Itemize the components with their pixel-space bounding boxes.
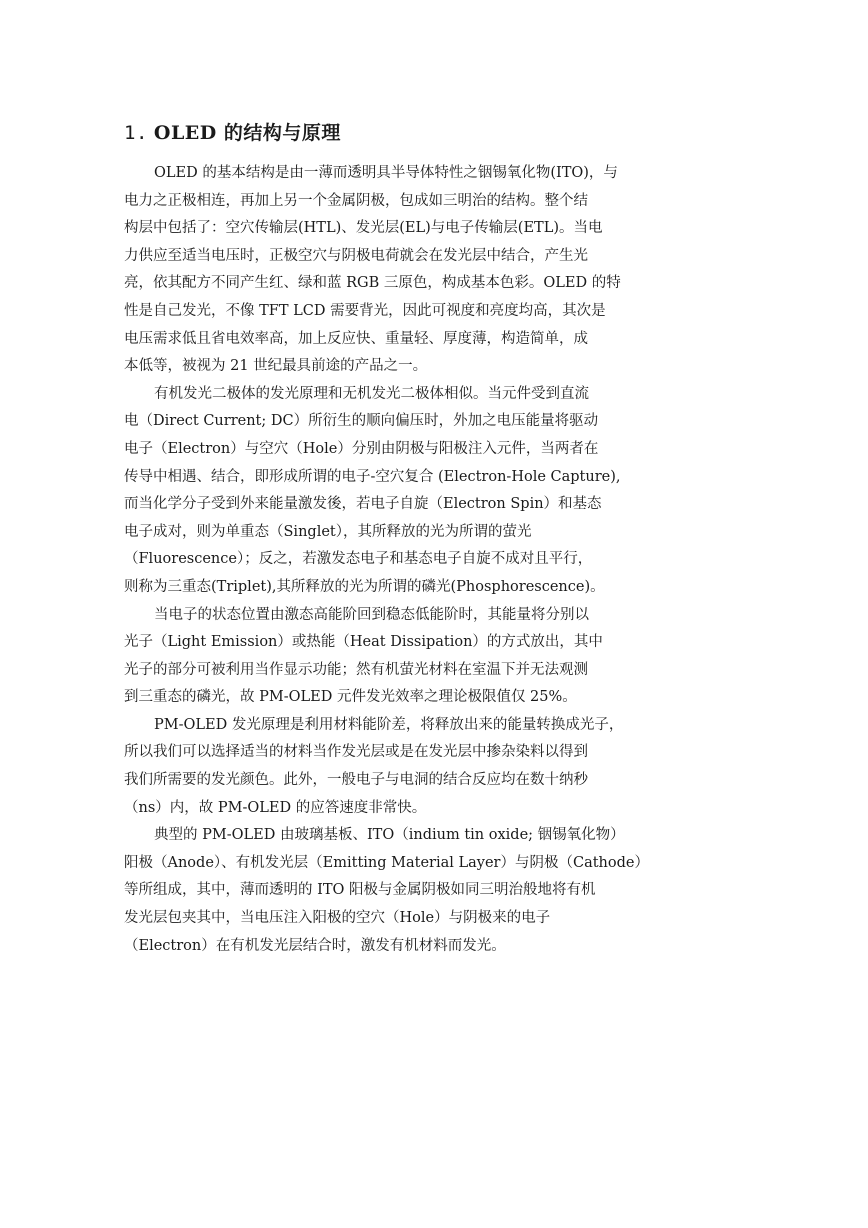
text-line: 电子（Electron）与空穴（Hole）分别由阴极与阳极注入元件，当两者在 <box>124 440 599 457</box>
text-line: 电（Direct Current; DC）所衍生的顺向偏压时，外加之电压能量将驱动 <box>124 413 599 430</box>
text-line: 有机发光二极体的发光原理和无机发光二极体相似。当元件受到直流 <box>154 385 589 402</box>
section-title: OLED 的结构与原理 <box>153 122 341 144</box>
text-line: （Fluorescence）；反之，若激发态电子和基态电子自旋不成对且平行， <box>124 551 593 568</box>
text-line: 阳极（Anode）、有机发光层（Emitting Material Layer）与阴极（Cathode） <box>124 854 649 871</box>
text-line: PM-OLED 发光原理是利用材料能阶差，将释放出来的能量转换成光子， <box>154 716 624 733</box>
text-line: 则称为三重态(Triplet),其所释放的光为所谓的磷光(Phosphorescence)。 <box>124 578 605 595</box>
text-line: 性是自己发光，不像 TFT LCD 需要背光，因此可视度和亮度均高，其次是 <box>124 302 606 319</box>
text-line: 亮，依其配方不同产生红、绿和蓝 RGB 三原色，构成基本色彩。OLED 的特 <box>124 275 621 292</box>
text-line: 发光层包夹其中，当电压注入阳极的空穴（Hole）与阴极来的电子 <box>124 910 551 927</box>
text-line: （ns）内，故 PM-OLED 的应答速度非常快。 <box>124 799 427 816</box>
section-number: 1. <box>124 122 148 144</box>
text-line: 光子（Light Emission）或热能（Heat Dissipation）的方式放出，其中 <box>124 634 603 651</box>
paragraph-pm-oled-principle <box>124 712 684 822</box>
text-line: 电子成对，则为单重态（Singlet），其所释放的光为所谓的萤光 <box>124 523 532 540</box>
text-line: 所以我们可以选择适当的材料当作发光层或是在发光层中掺杂染料以得到 <box>124 744 588 761</box>
text-line: 典型的 PM-OLED 由玻璃基板、ITO（indium tin oxide; 铟锡氧化物） <box>154 827 625 844</box>
paragraph-oled-structure <box>124 160 684 381</box>
text-line: 力供应至适当电压时，正极空穴与阴极电荷就会在发光层中结合，产生光 <box>124 247 588 264</box>
text-line: 本低等，被视为 21 世纪最具前途的产品之一。 <box>124 358 428 375</box>
body-text <box>124 160 684 960</box>
paragraph-energy-release <box>124 602 684 712</box>
text-line: OLED 的基本结构是由一薄而透明具半导体特性之铟锡氧化物(ITO)，与 <box>154 165 618 181</box>
paragraph-pm-oled-structure <box>124 822 684 960</box>
text-line: 电压需求低且省电效率高，加上反应快、重量轻、厚度薄，构造简单，成 <box>124 330 588 347</box>
text-line: （Electron）在有机发光层结合时，激发有机材料而发光。 <box>124 937 506 954</box>
text-line: 电力之正极相连，再加上另一个金属阴极，包成如三明治的结构。整个结 <box>124 192 588 209</box>
text-line: 传导中相遇、结合，即形成所谓的电子-空穴复合 (Electron-Hole Capture), <box>124 468 621 485</box>
text-line: 而当化学分子受到外来能量激发後，若电子自旋（Electron Spin）和基态 <box>124 496 602 513</box>
text-line: 我们所需要的发光颜色。此外，一般电子与电洞的结合反应均在数十纳秒 <box>124 772 588 789</box>
text-line: 构层中包括了：空穴传输层(HTL)、发光层(EL)与电子传输层(ETL)。当电 <box>124 220 603 237</box>
text-line: 到三重态的磷光，故 PM-OLED 元件发光效率之理论极限值仅 25%。 <box>124 689 577 706</box>
text-line: 当电子的状态位置由激态高能阶回到稳态低能阶时，其能量将分别以 <box>154 606 589 623</box>
section-heading <box>124 118 341 145</box>
text-line: 等所组成，其中，薄而透明的 ITO 阳极与金属阴极如同三明治般地将有机 <box>124 882 596 899</box>
text-line: 光子的部分可被利用当作显示功能；然有机萤光材料在室温下并无法观测 <box>124 661 588 678</box>
paragraph-emission-principle <box>124 381 684 602</box>
